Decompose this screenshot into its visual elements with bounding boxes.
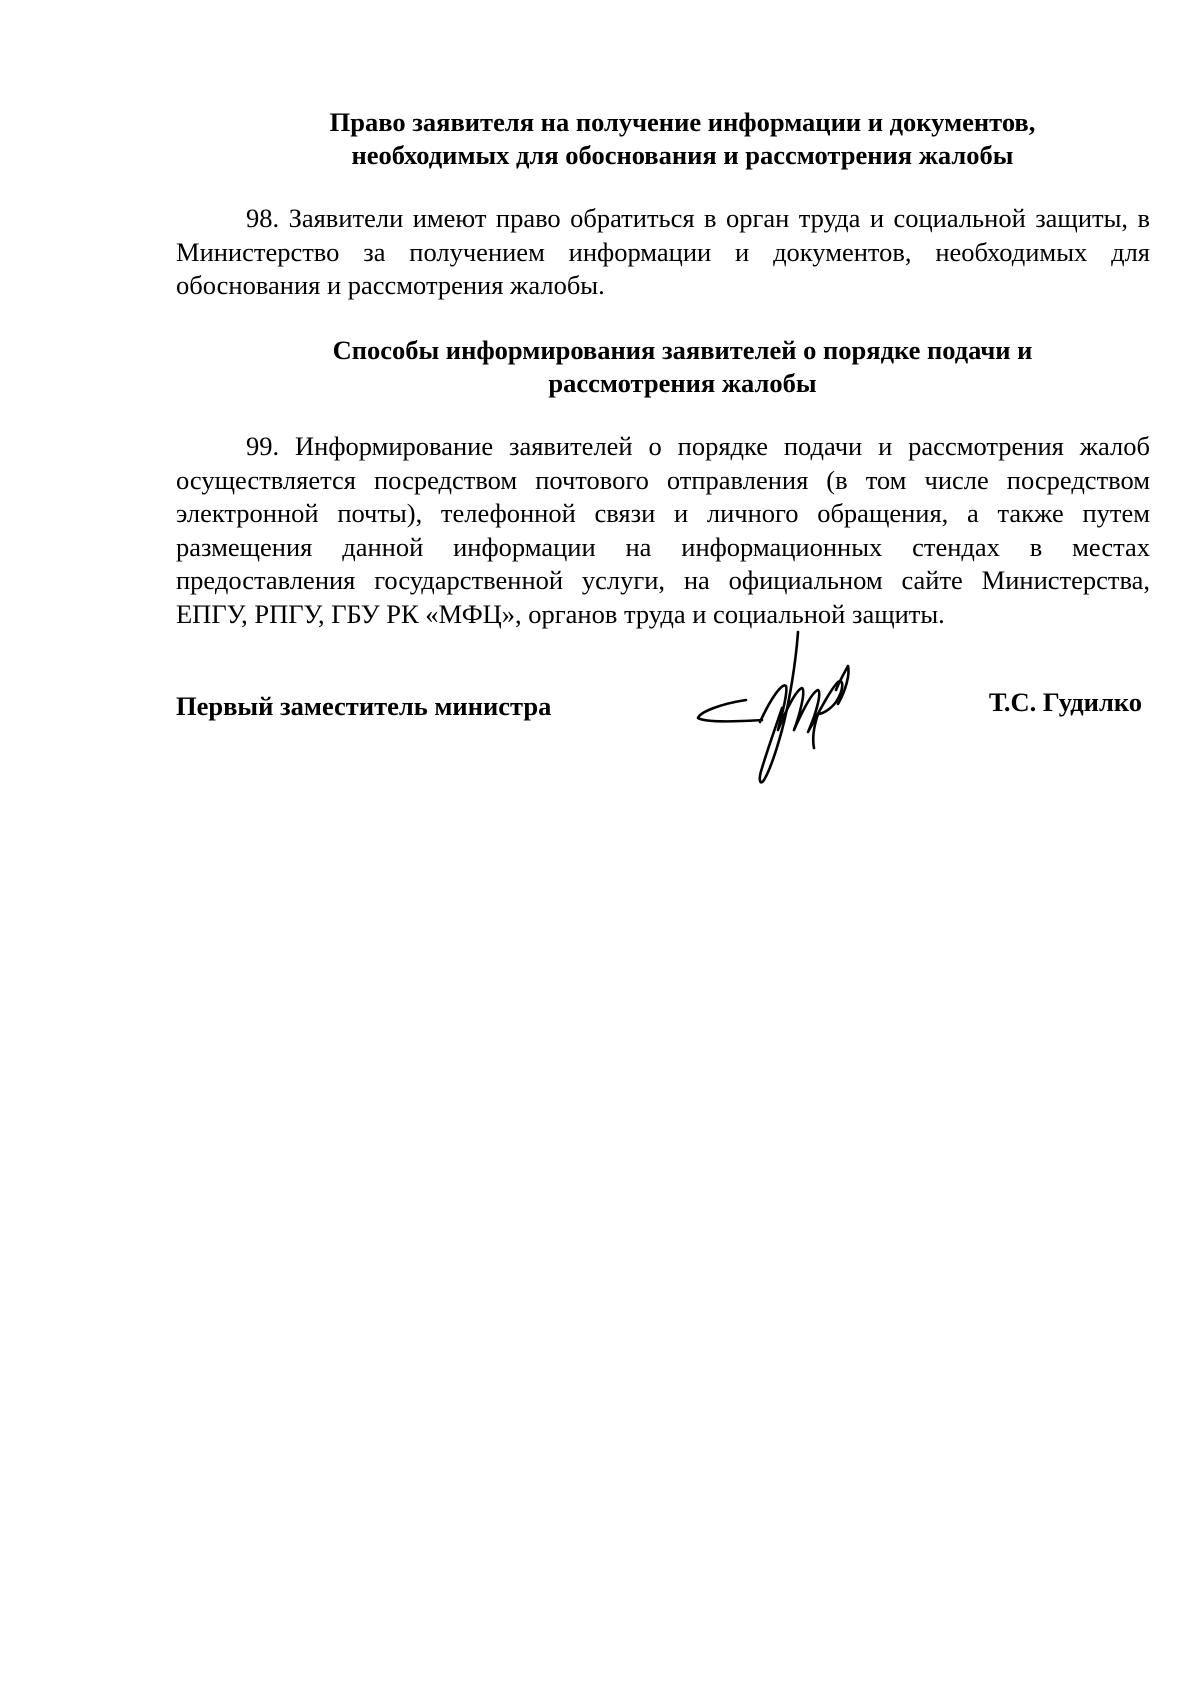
section-heading-information-rights <box>175 106 1150 172</box>
handwritten-signature-icon <box>690 630 870 800</box>
paragraph-99: 99. Информирование заявителей о порядке подачи и рассмотрения жалоб осуществляется посредством почтового отправления (в том числе посредством электронной почты), телефонной связи и личного обращения, а также путем размещения данной информации на информационных стендах в местах предоставления государственной услуги, на официальном сайте Министерства, ЕПГУ, РПГУ, ГБУ РК «МФЦ», органов труда и социальной защиты. <box>176 431 1150 629</box>
signatory-name: Т.С. Гудилко <box>988 687 1142 717</box>
heading-line: Способы информирования заявителей о порядке подачи и <box>332 335 1033 365</box>
section-heading-informing-methods <box>175 334 1150 400</box>
heading-line: необходимых для обоснования и рассмотрения жалобы <box>351 140 1014 170</box>
signatory-position: Первый заместитель министра <box>176 691 552 721</box>
signature-block <box>176 687 1150 730</box>
heading-line: рассмотрения жалобы <box>548 368 817 398</box>
heading-line: Право заявителя на получение информации и документов, <box>329 107 1036 137</box>
paragraph-98: 98. Заявители имеют право обратиться в орган труда и социальной защиты, в Министерство за получением информации и документов, необходимых для обоснования и рассмотрения жалобы. <box>176 203 1150 300</box>
